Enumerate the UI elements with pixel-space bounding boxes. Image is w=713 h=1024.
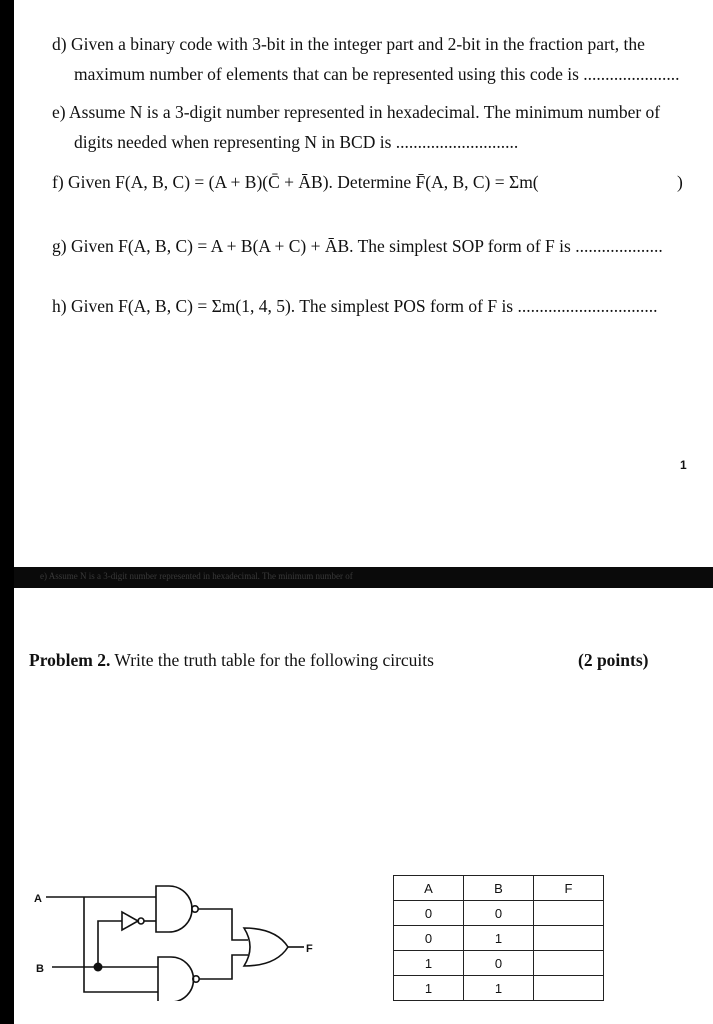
problem-2-title — [29, 650, 434, 671]
page-divider-strip — [14, 567, 713, 588]
nand-gate-bottom — [158, 957, 193, 1001]
table-row — [394, 901, 604, 926]
cell-a: 0 — [394, 901, 464, 926]
question-h: h) Given F(A, B, C) = Σm(1, 4, 5). The simplest POS form of F is ................................ — [52, 296, 658, 316]
header-f: F — [534, 876, 604, 901]
logic-circuit-diagram — [34, 876, 334, 1001]
junction-dot — [94, 963, 103, 972]
label-input-b: B — [36, 963, 44, 975]
exam-page-2 — [14, 588, 713, 1024]
question-d-line1: d) Given a binary code with 3-bit in the integer part and 2-bit in the fraction part, the — [52, 34, 645, 54]
exam-page-1 — [14, 0, 713, 567]
truth-table-header-row — [394, 876, 604, 901]
question-g: g) Given F(A, B, C) = A + B(A + C) + ĀB. The simplest SOP form of F is .................... — [52, 236, 663, 256]
question-f-close-paren: ) — [677, 172, 683, 192]
question-e-line2: digits needed when representing N in BCD is ............................ — [74, 132, 519, 152]
inverter-gate — [122, 912, 138, 930]
cell-f[interactable] — [534, 976, 604, 1001]
header-a: A — [394, 876, 464, 901]
cell-f[interactable] — [534, 901, 604, 926]
table-row — [394, 926, 604, 951]
label-output-f: F — [306, 943, 313, 955]
header-b: B — [464, 876, 534, 901]
wire-top-out — [198, 909, 248, 940]
table-row — [394, 976, 604, 1001]
table-row — [394, 951, 604, 976]
wire-bottom-out — [199, 955, 248, 979]
wire-a-to-bottom-gate — [84, 897, 158, 992]
problem-2-text: Write the truth table for the following circuits — [110, 650, 434, 670]
cell-b: 1 — [464, 976, 534, 1001]
page-number: 1 — [680, 458, 687, 472]
wire-b-to-inverter — [98, 921, 122, 967]
question-e-line1: e) Assume N is a 3-digit number represented in hexadecimal. The minimum number of — [52, 102, 661, 122]
cell-f[interactable] — [534, 926, 604, 951]
cell-a: 1 — [394, 951, 464, 976]
cell-b: 0 — [464, 901, 534, 926]
problem-2-points: (2 points) — [578, 650, 649, 670]
cell-a: 0 — [394, 926, 464, 951]
ghost-text: e) Assume N is a 3-digit number represented in hexadecimal. The minimum number of — [40, 571, 353, 581]
cell-f[interactable] — [534, 951, 604, 976]
output-gate — [244, 928, 288, 966]
nand-gate-top — [156, 886, 192, 932]
problem-2-label: Problem 2. — [29, 650, 111, 670]
cell-b: 0 — [464, 951, 534, 976]
cell-a: 1 — [394, 976, 464, 1001]
question-d-line2: maximum number of elements that can be represented using this code is ...................... — [74, 64, 680, 84]
truth-table — [393, 875, 604, 1001]
label-input-a: A — [34, 893, 42, 905]
cell-b: 1 — [464, 926, 534, 951]
question-f: f) Given F(A, B, C) = (A + B)(C̄ + ĀB). Determine F̄(A, B, C) = Σm( — [52, 172, 539, 192]
